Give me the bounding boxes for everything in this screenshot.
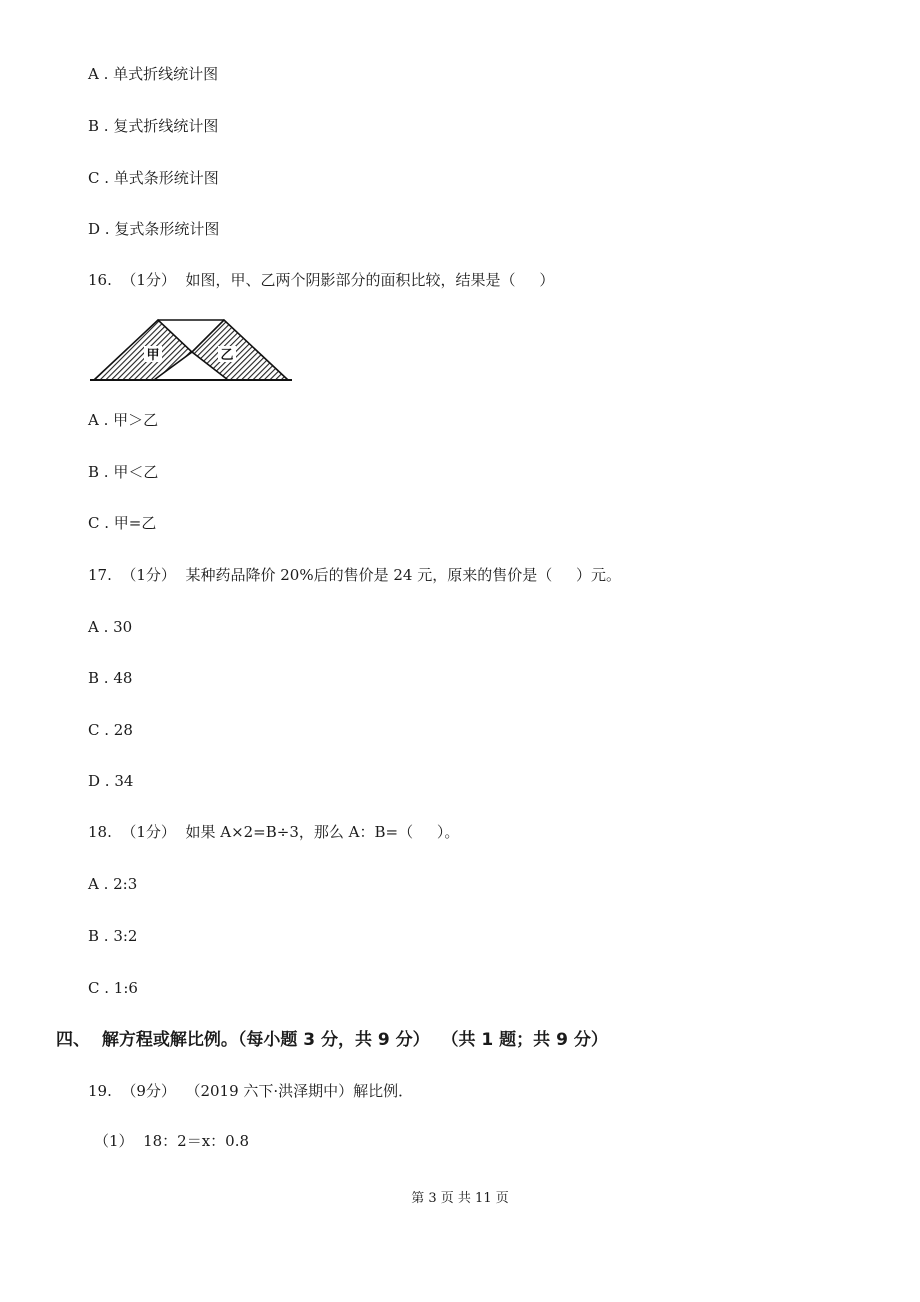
q17-option-b: B . 48 — [88, 669, 133, 687]
q18-option-c: C . 1:6 — [88, 979, 138, 997]
shaded-region-jia — [94, 320, 192, 380]
label-jia: 甲 — [146, 348, 160, 363]
label-yi: 乙 — [220, 348, 234, 363]
q19-subquestion-1: （1） 18：2＝x：0.8 — [94, 1132, 250, 1150]
q18-option-b: B . 3:2 — [88, 927, 138, 945]
q15-option-b: B . 复式折线统计图 — [88, 117, 219, 135]
q18-stem: 18. （1分） 如果 A×2=B÷3，那么 A：B=（ ）。 — [88, 823, 460, 841]
q15-option-d: D . 复式条形统计图 — [88, 220, 220, 238]
q18-option-a: A . 2:3 — [88, 875, 138, 893]
q17-stem: 17. （1分） 某种药品降价 20%后的售价是 24 元，原来的售价是（ ）元。 — [88, 566, 622, 584]
page-footer: 第 3 页 共 11 页 — [411, 1191, 509, 1206]
shaded-region-yi — [192, 320, 288, 380]
q16-option-a: A . 甲＞乙 — [88, 411, 159, 429]
q17-option-d: D . 34 — [88, 772, 134, 790]
q16-stem: 16. （1分） 如图，甲、乙两个阴影部分的面积比较，结果是（ ） — [88, 271, 555, 289]
q15-option-c: C . 单式条形统计图 — [88, 169, 219, 187]
section-heading: 四、 解方程或解比例。（每小题 3 分，共 9 分） （共 1 题；共 9 分） — [56, 1030, 608, 1050]
q17-option-a: A . 30 — [88, 618, 133, 636]
q16-option-c: C . 甲=乙 — [88, 514, 157, 532]
q19-stem: 19. （9分） （2019 六下·洪泽期中）解比例． — [88, 1082, 414, 1100]
q17-option-c: C . 28 — [88, 721, 133, 739]
q15-option-a: A . 单式折线统计图 — [88, 65, 219, 83]
q16-option-b: B . 甲＜乙 — [88, 463, 159, 481]
q16-shaded-figure — [88, 312, 294, 386]
